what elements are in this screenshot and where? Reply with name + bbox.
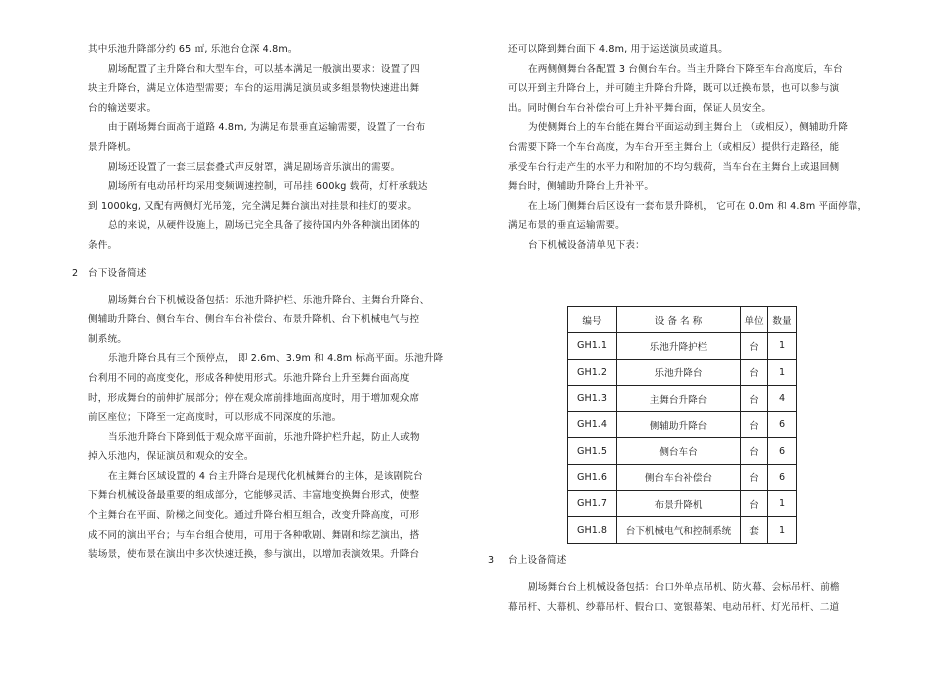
- paragraph-line: 台需要下降一个车台高度，为车台开至主舞台上（或相反）提供行走路径，能: [508, 141, 840, 153]
- paragraph: 剧场所有电动吊杆均采用变频调速控制，可吊挂 600kg 载荷，灯杆承载达: [108, 181, 428, 193]
- paragraph-line: 可以开到主升降台上，并可随主升降台升降，既可以迁换布景，也可以参与演: [508, 83, 840, 95]
- cell-name: 布景升降机: [617, 491, 741, 517]
- paragraph: 当乐池升降台下降到低于观众席平面前，乐池升降护栏升起，防止人或物: [108, 431, 420, 443]
- paragraph-line: 成不同的演出平台；与车台组合使用，可用于各种歌剧、舞剧和综艺演出，搭: [88, 529, 420, 541]
- table-row: [568, 333, 797, 359]
- paragraph-line: 承受车台行走产生的水平力和附加的不均匀载荷，当车台在主舞台上或退回侧: [508, 161, 840, 173]
- paragraph-line: 出。同时侧台车台补偿台可上升补平舞台面，保证人员安全。: [508, 102, 772, 114]
- table-header-row: [568, 307, 797, 333]
- cell-name: 乐池升降护栏: [617, 333, 741, 359]
- paragraph: 剧场舞台台上机械设备包括：台口外单点吊机、防火幕、会标吊杆、前檐: [528, 582, 840, 593]
- section-heading: [72, 264, 448, 283]
- cell-name: 侧台车台: [617, 438, 741, 464]
- cell-unit: 台: [741, 412, 768, 438]
- table-row: [568, 464, 797, 490]
- right-column-lower: [488, 551, 868, 617]
- paragraph: 总的来说，从硬件设施上，剧场已完全具备了接待国内外各种演出团体的: [108, 220, 420, 232]
- paragraph-line: 舞台时，侧辅助升降台上升补平。: [508, 181, 655, 193]
- paragraph: 剧场还设置了一套三层套叠式声反射罩，满足剧场音乐演出的需要。: [108, 161, 401, 173]
- cell-code: GH1.3: [568, 385, 617, 411]
- cell-code: GH1.2: [568, 359, 617, 385]
- paragraph: 其中乐池升降部分约 65 ㎡, 乐池台仓深 4.8m。: [88, 44, 298, 55]
- section-title: 台上设备简述: [508, 555, 567, 566]
- paragraph-line: 装场景，使布景在演出中多次快速迁换，参与演出，以增加表演效果。升降台: [88, 549, 420, 561]
- cell-code: GH1.5: [568, 438, 617, 464]
- table-row: [568, 517, 797, 543]
- header-code: 编号: [568, 307, 617, 333]
- header-unit: 单位: [741, 307, 768, 333]
- paragraph-line: 满足布景的垂直运输需要。: [508, 220, 625, 232]
- cell-name: 台下机械电气和控制系统: [617, 517, 741, 543]
- cell-quantity: 1: [768, 333, 797, 359]
- paragraph-line: 侧辅助升降台、侧台车台、侧台车台补偿台、布景升降机、台下机械电气与控: [88, 314, 420, 326]
- cell-quantity: 6: [768, 438, 797, 464]
- cell-quantity: 4: [768, 385, 797, 411]
- cell-quantity: 6: [768, 464, 797, 490]
- paragraph-line: 台的输送要求。: [88, 102, 157, 114]
- header-quantity: 数量: [768, 307, 797, 333]
- table-row: [568, 385, 797, 411]
- cell-code: GH1.7: [568, 491, 617, 517]
- paragraph-line: 掉入乐池内，保证演员和观众的安全。: [88, 451, 254, 463]
- paragraph-line: 台利用不同的高度变化，形成各种使用形式。乐池升降台上升至舞台面高度: [88, 372, 410, 384]
- paragraph-line: 条件。: [88, 239, 118, 251]
- section-number: 3: [488, 555, 495, 566]
- paragraph-line: 景升降机。: [88, 141, 137, 153]
- cell-unit: 台: [741, 333, 768, 359]
- header-name: 设 备 名 称: [617, 307, 741, 333]
- cell-quantity: 1: [768, 491, 797, 517]
- right-column: [508, 40, 868, 256]
- cell-quantity: 1: [768, 359, 797, 385]
- cell-name: 侧辅助升降台: [617, 412, 741, 438]
- cell-quantity: 1: [768, 517, 797, 543]
- paragraph-line: 前区座位；下降至一定高度时，可以形成不同深度的乐池。: [88, 412, 342, 424]
- cell-unit: 台: [741, 491, 768, 517]
- paragraph: 由于剧场舞台面高于道路 4.8m, 为满足布景垂直运输需要，设置了一台布: [108, 122, 426, 134]
- paragraph: 还可以降到舞台面下 4.8m, 用于运送演员或道具。: [508, 44, 728, 55]
- cell-code: GH1.8: [568, 517, 617, 543]
- cell-code: GH1.1: [568, 333, 617, 359]
- cell-name: 乐池升降台: [617, 359, 741, 385]
- section-number: 2: [72, 267, 79, 279]
- paragraph-line: 到 1000kg, 又配有两侧灯光吊笼，完全满足舞台演出对挂景和挂灯的要求。: [88, 200, 418, 212]
- paragraph-line: 幕吊杆、大幕机、纱幕吊杆、假台口、宽银幕架、电动吊杆、灯光吊杆、二道: [508, 601, 840, 613]
- section-title: 台下设备简述: [88, 267, 147, 279]
- paragraph: 剧场配置了主升降台和大型车台，可以基本满足一般演出要求：设置了四: [108, 63, 420, 75]
- cell-code: GH1.4: [568, 412, 617, 438]
- left-column: [72, 40, 448, 565]
- table-row: [568, 359, 797, 385]
- cell-unit: 套: [741, 517, 768, 543]
- paragraph: 在主舞台区域设置的 4 台主升降台是现代化机械舞台的主体，是该剧院台: [108, 470, 423, 482]
- cell-name: 侧台车台补偿台: [617, 464, 741, 490]
- paragraph: 在上场门侧舞台后区设有一套布景升降机， 它可在 0.0m 和 4.8m 平面停靠，: [528, 200, 868, 212]
- table-row: [568, 491, 797, 517]
- table-row: [568, 412, 797, 438]
- cell-code: GH1.6: [568, 464, 617, 490]
- cell-unit: 台: [741, 359, 768, 385]
- paragraph-line: 时，形成舞台的前伸扩展部分；停在观众席前排地面高度时，用于增加观众席: [88, 392, 420, 404]
- paragraph-line: 下舞台机械设备最重要的组成部分，它能够灵活、丰富地变换舞台形式，使整: [88, 490, 420, 502]
- table-row: [568, 438, 797, 464]
- cell-name: 主舞台升降台: [617, 385, 741, 411]
- cell-unit: 台: [741, 438, 768, 464]
- cell-unit: 台: [741, 385, 768, 411]
- paragraph: 剧场舞台台下机械设备包括：乐池升降护栏、乐池升降台、主舞台升降台、: [108, 294, 430, 306]
- table-caption: 台下机械设备清单见下表：: [528, 239, 645, 251]
- cell-unit: 台: [741, 464, 768, 490]
- paragraph-line: 个主舞台在平面、阶梯之间变化。通过升降台相互组合，改变升降高度，可形: [88, 510, 420, 522]
- paragraph: 在两侧侧舞台各配置 3 台侧台车台。当主升降台下降至车台高度后，车台: [528, 63, 843, 75]
- paragraph: 乐池升降台具有三个预停点， 即 2.6m、3.9m 和 4.8m 标高平面。乐池升降: [108, 353, 444, 365]
- cell-quantity: 6: [768, 412, 797, 438]
- equipment-table: [567, 306, 797, 544]
- paragraph-line: 块主升降台，满足立体造型需要；车台的运用满足演员或多组景物快速进出舞: [88, 83, 420, 95]
- section-heading: [488, 551, 868, 570]
- paragraph: 为使侧舞台上的车台能在舞台平面运动到主舞台上 （或相反），侧辅助升降: [528, 122, 848, 134]
- paragraph-line: 制系统。: [88, 333, 127, 345]
